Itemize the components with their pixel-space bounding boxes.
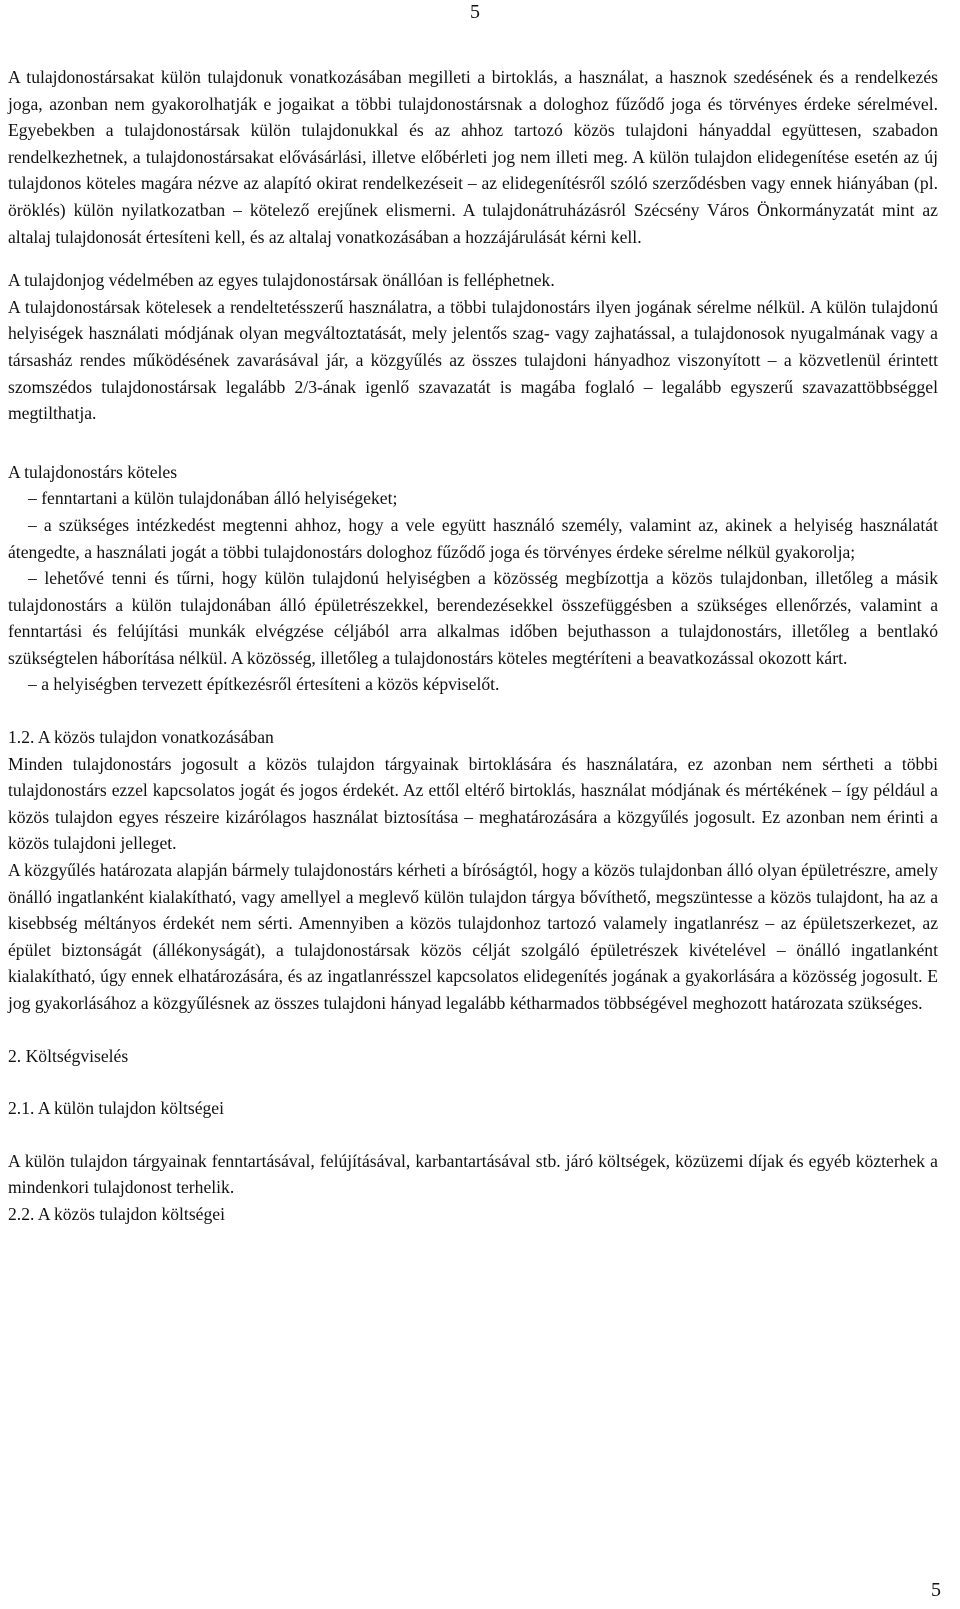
obligation-item-maintain: – fenntartani a külön tulajdonában álló helyiségeket; (28, 488, 398, 509)
section-heading-2: 2. Költségviselés (8, 1045, 129, 1066)
paragraph-common-use: Minden tulajdonostárs jogosult a közös tulajdon tárgyainak birtoklására és használatára, ez azonban nem sértheti a többi tulajdonostárs ezzel kapcsolatos jogát és jogos érdekét. Az ettől eltérő birtoklás, használat módjának és mértékének – így például a közös tulajdon egyes részeire kizárólagos használat biztosítása – meghatározására a közgyűlés jogosult. Ez azonban nem érinti a közös tulajdoni jelleget. (8, 753, 938, 854)
document-body (8, 64, 938, 1228)
obligation-item-measures: – a szükséges intézkedést megtenni ahhoz, hogy a vele együtt használó személy, valamint az, akinek a helyiség használatát átengedte, a használati jogát a többi tulajdonostárs dologhoz fűződő joga és törvényes érdeke sérelme nélkül gyakorolja; (8, 514, 938, 562)
section-heading-1-2: 1.2. A közös tulajdon vonatkozásában (8, 727, 274, 748)
paragraph-protection: A tulajdonjog védelmében az egyes tulajdonostársak önállóan is felléphetnek. (8, 270, 555, 291)
page-number-bottom: 5 (931, 1579, 941, 1601)
paragraph-proper-use: A tulajdonostársak kötelesek a rendeltetésszerű használatra, a többi tulajdonostárs ilyen jogának sérelme nélkül. A külön tulajdonú helyiségek használati módjának olyan megváltoztatását, mely jelentős szag- vagy zajhatással, a tulajdonosok nyugalmának vagy a társasház rendes működésének zavarásával jár, a közgyűlés az összes tulajdoni hányadhoz viszonyított – a közvetlenül érintett szomszédos tulajdonostársak legalább 2/3-ának igenlő szavazatát is magába foglaló – legalább egyszerű szavazattöbbséggel megtilthatja. (8, 296, 938, 424)
page-number-top: 5 (470, 1, 480, 23)
paragraph-private-costs: A külön tulajdon tárgyainak fenntartásával, felújításával, karbantartásával stb. járó költségek, közüzemi díjak és egyéb közterhek a mindenkori tulajdonost terhelik. (8, 1150, 938, 1198)
paragraph-obligations-intro: A tulajdonostárs köteles (8, 461, 178, 482)
obligation-item-access: – lehetővé tenni és tűrni, hogy külön tulajdonú helyiségben a közösség megbízottja a közös tulajdonban, illetőleg a másik tulajdonostárs a külön tulajdonában álló épületrészekkel, berendezésekkel összefüggésben a szükséges ellenőrzés, valamint a fenntartási és felújítási munkák elvégzése céljából arra alkalmas időben bejuthasson a tulajdonostárs, illetőleg a bentlakó szükségtelen háborítása nélkül. A közösség, illetőleg a tulajdonostárs köteles megtéríteni a beavatkozással okozott kárt. (8, 568, 938, 668)
obligation-item-notify: – a helyiségben tervezett építkezésről értesíteni a közös képviselőt. (28, 674, 500, 695)
section-heading-2-2: 2.2. A közös tulajdon költségei (8, 1203, 225, 1224)
paragraph-court-request: A közgyűlés határozata alapján bármely tulajdonostárs kérheti a bíróságtól, hogy a közös tulajdonban álló olyan épületrészre, amely önálló ingatlanként kialakítható, vagy amellyel a meglevő külön tulajdon tárgya bővíthető, megszüntesse a közös tulajdont, ha az a kisebbség méltányos érdekét nem sérti. Amennyiben a közös tulajdonhoz tartozó valamely ingatlanrész – az épületszerkezet, az épület biztonságát (állékonyságát), a tulajdonostársak közös célját szolgáló épületrészek kivételével – önálló ingatlanként kialakítható, úgy ennek elhatározására, és az ingatlanrésszel kapcsolatos elidegenítés jogának a gyakorlására a közösség jogosult. E jog gyakorlásához a közgyűlésnek az összes tulajdoni hányad legalább kétharmados többségével meghozott határozata szükséges. (8, 860, 938, 1013)
section-heading-2-1: 2.1. A külön tulajdon költségei (8, 1098, 225, 1119)
paragraph-ownership-rights: A tulajdonostársakat külön tulajdonuk vonatkozásában megilleti a birtoklás, a használat, a hasznok szedésének és a rendelkezés joga, azonban nem gyakorolhatják e jogaikat a többi tulajdonostársnak a dologhoz fűződő joga és törvényes érdeke sérelmével. Egyebekben a tulajdonostársak külön tulajdonukkal és az ahhoz tartozó közös tulajdoni hányaddal együttesen, szabadon rendelkezhetnek, a tulajdonostársakat elővásárlási, illetve előbérleti jog nem illeti meg. A külön tulajdon elidegenítése esetén az új tulajdonos köteles magára nézve az alapító okirat rendelkezéseit – az elidegenítésről szóló szerződésben vagy ennek hiányában (pl. öröklés) külön nyilatkozatban – kötelező erejűnek elismerni. A tulajdonátruházásról Szécsény Város Önkormányzatát mint az altalaj tulajdonosát értesíteni kell, és az altalaj vonatkozásában a hozzájárulását kérni kell. (8, 67, 938, 247)
